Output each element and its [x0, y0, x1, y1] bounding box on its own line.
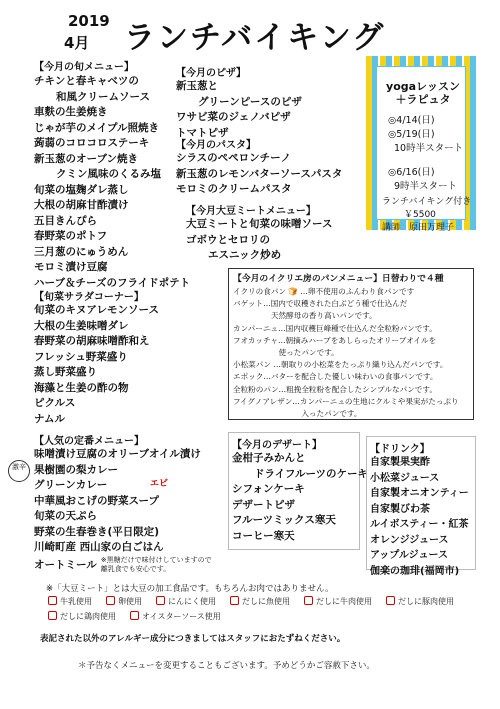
drinks-item: ルイボスティー・紅茶: [370, 519, 469, 530]
allergen-icon: [48, 611, 57, 620]
legend-item: [384, 596, 454, 607]
soy-item: 大豆ミートと旬菜の味噌ソース: [186, 218, 333, 230]
seasonal-item: 車麩の生姜焼き: [34, 106, 108, 118]
salad-item: フレッシュ野菜盛り: [34, 350, 128, 363]
month: 4月: [64, 34, 90, 52]
oatmeal-note: [101, 556, 212, 574]
yoga-time-2: 9時半スタート: [394, 181, 458, 192]
salad-list: [34, 303, 224, 427]
yoga-teacher: 講師 原田万理子: [382, 223, 455, 233]
allergen-icon: [48, 596, 57, 605]
bread-box: [228, 268, 474, 420]
bread-line: イクリの食パン 🍞 …卵不使用のふんわり食パンです: [233, 287, 415, 296]
spicy-badge-text: 激辛: [12, 463, 26, 471]
drinks-item: オレンジジュース: [370, 534, 449, 546]
yoga-lunch-info: [382, 196, 471, 235]
pizza-item: グリーンピースのピザ: [198, 95, 302, 108]
salad-item: ナムル: [34, 412, 65, 425]
pasta-list: [176, 151, 366, 198]
year: 2019: [68, 12, 110, 30]
salad-item: 海藻と生姜の酢の物: [34, 381, 129, 394]
oatmeal-note-2: 離乳食でも安心です。: [100, 564, 171, 573]
pizza-item: トマトピザ: [176, 126, 229, 139]
drinks-item: 伽楽の珈琲(福岡市): [370, 565, 460, 577]
legend-item: [154, 596, 216, 607]
salad-title: 【旬菜サラダコーナー】: [34, 292, 144, 303]
yoga-time-1: 10時半スタート: [394, 143, 464, 154]
ebi-label: エビ: [150, 479, 169, 489]
legend-item: [46, 611, 116, 622]
pasta-section: [176, 136, 366, 198]
allergen-icon: [304, 596, 313, 605]
allergen-icon: [106, 596, 115, 605]
drinks-item: 自家製オニオンティー: [370, 488, 469, 499]
bread-line: バゲット…国内で収穫された白ぶどう種で仕込んだ: [233, 299, 408, 309]
legend-item: [46, 596, 92, 607]
legend-text: だしに牛肉使用: [316, 597, 372, 606]
legend-item: [302, 596, 372, 607]
yoga-date-1: ◎4/14(日): [388, 115, 435, 126]
popular-list: [34, 447, 239, 556]
dessert-item: デザートピザ: [232, 498, 295, 511]
bread-list: [233, 286, 469, 420]
seasonal-item: チキンと春キャベツの: [34, 75, 139, 87]
oatmeal-note-1: ※黒糖だけで味付けしていますので: [100, 555, 212, 564]
seasonal-item: 三月葱のにゅうめん: [34, 245, 129, 258]
popular-item: 旬菜の天ぷら: [34, 510, 97, 522]
legend-item: [228, 596, 290, 607]
seasonal-item: 新玉葱のオーブン焼き: [34, 152, 139, 165]
drinks-list: [370, 455, 482, 579]
allergen-icon: [130, 611, 139, 620]
oatmeal-row: [34, 556, 239, 574]
yoga-title: [378, 80, 468, 106]
popular-item: グリーンカレー: [34, 479, 108, 491]
bread-line: 入ったパンです。: [233, 409, 362, 419]
soy-section: [186, 202, 366, 264]
salad-item: 春野菜の胡麻味噌酢和え: [34, 335, 150, 347]
bread-line: 使ったパンです。: [233, 348, 339, 358]
allergy-note: 表記された以外のアレルギー成分につきましてはスタッフにおたずねください。: [40, 634, 346, 644]
dessert-section: [232, 436, 369, 544]
dessert-title: 【今月のデザート】: [232, 440, 322, 451]
seasonal-item: クミン風味のくるみ塩: [56, 168, 161, 180]
allergen-icon: [156, 596, 165, 605]
yoga-price: ￥5500: [404, 210, 436, 220]
soy-item: ゴボウとセロリの: [186, 233, 270, 246]
dessert-list: [232, 451, 369, 544]
yoga-lunch: ランチバイキング付き: [382, 197, 472, 207]
legend-text: にんにく使用: [168, 597, 216, 606]
drinks-item: アップルジュース: [370, 550, 448, 561]
popular-item: 野菜の生春巻き(平日限定): [34, 525, 160, 538]
pizza-item: 新玉葱と: [176, 80, 218, 92]
bread-line: 天然酵母の香り高いパンです。: [233, 311, 377, 321]
soy-title: 【今月大豆ミートメニュー】: [186, 206, 316, 217]
salad-item: 大根の生姜味噌ダレ: [34, 319, 129, 332]
soy-list: [186, 217, 366, 264]
pasta-item: モロミのクリームパスタ: [176, 183, 292, 195]
soy-item: エスニック炒め: [208, 249, 282, 261]
dessert-item: フルーツミックス寒天: [232, 514, 336, 526]
soy-note: ※「大豆ミート」とは大豆の加工食品です。もちろんお肉ではありません。: [46, 584, 334, 594]
drinks-item: 自家製果実酢: [370, 457, 430, 468]
drinks-section: [370, 440, 482, 579]
bread-line: 小松菜パン …朝取りの小松菜をたっぷり織り込んだパンです。: [233, 360, 448, 370]
seasonal-item: モロミ漬け豆腐: [34, 261, 108, 273]
legend-list: [46, 596, 476, 622]
pizza-item: ワサビ菜のジェノバピザ: [176, 111, 291, 123]
allergen-icon: [230, 596, 239, 605]
yoga-title-line1: yogaレッスン: [386, 80, 460, 93]
bread-line: エポック…バターを配合した優しい味わいの食事パンです。: [233, 372, 438, 382]
legend-text: オイスターソース使用: [142, 612, 221, 621]
yoga-date-2: ◎5/19(日): [388, 129, 435, 140]
bread-line: カンパーニュ…国内収穫巨峰種で仕込んだ全粒粉パンです。: [233, 323, 437, 333]
popular-section: [34, 432, 239, 574]
salad-item: ピクルス: [34, 397, 76, 409]
spicy-badge: [8, 460, 30, 482]
seasonal-item: 和風クリームソース: [56, 90, 150, 103]
yoga-title-line2: ＋ラピュタ: [395, 93, 451, 106]
page-title: ランチバイキング: [124, 20, 386, 56]
popular-title: 【人気の定番メニュー】: [34, 436, 144, 447]
pizza-list: [176, 79, 366, 141]
seasonal-item: じゃが芋のメイプル照焼き: [34, 121, 160, 134]
dessert-item: シフォンケーキ: [232, 483, 305, 495]
legend-item: [104, 596, 142, 607]
seasonal-item: 蒟蒻のコロコロステーキ: [34, 137, 150, 149]
drinks-item: 自家製びわ茶: [370, 503, 430, 515]
pizza-title: 【今月のピザ】: [176, 68, 246, 79]
pasta-item: 新玉葱のレモンバターソースパスタ: [176, 167, 343, 180]
legend-item: [128, 611, 221, 622]
bread-title: 【今月のイクリエ房のパンメニュー】日替わりで４種: [233, 274, 444, 284]
bread-line: フイグノアレザン…カンパーニュの生地にクルミや果実がたっぷり: [233, 396, 459, 406]
legend-text: だしに豚肉使用: [398, 597, 454, 606]
dessert-item: コーヒー寒天: [232, 529, 295, 542]
seasonal-item: 大根の胡麻甘酢漬け: [34, 199, 129, 211]
header: [60, 10, 500, 56]
bread-line: 全粒粉のパン…粗挽全粒粉を配合したシンプルなパンです。: [233, 384, 437, 394]
pasta-item: シラスのペペロンチーノ: [176, 152, 291, 164]
legend-text: だしに魚使用: [242, 597, 290, 606]
drinks-title: 【ドリンク】: [370, 444, 430, 455]
dessert-item: ドライフルーツのケーキ: [254, 467, 369, 480]
allergen-legend: [46, 596, 476, 622]
popular-item: 中華風おこげの野菜スープ: [34, 494, 159, 507]
menu-change-note: ＊予告なくメニューを変更することもございます。予めどうかご容赦下さい。: [78, 661, 375, 671]
seasonal-item: ハーブ＆チーズのフライドポテト: [34, 276, 191, 289]
salad-section: [34, 288, 224, 427]
pasta-title: 【今月のパスタ】: [176, 140, 256, 151]
salad-item: 旬菜のキヌアレモンソース: [34, 304, 159, 316]
legend-text: 卵使用: [118, 597, 142, 606]
salad-item: 蒸し野菜盛り: [34, 366, 97, 378]
bread-line: フオカッチャ…朝摘みハーブをあしらったオリーブオイルを: [233, 335, 437, 345]
popular-item: 川崎町産 西山家の白ごはん: [34, 541, 164, 553]
oatmeal: オートミール: [34, 559, 97, 571]
legend-text: だしに鶏肉使用: [60, 612, 116, 621]
seasonal-item: 春野菜のポトフ: [34, 230, 108, 242]
legend-text: 牛乳使用: [60, 597, 92, 606]
yoga-date-3: ◎6/16(日): [388, 167, 435, 178]
pizza-section: [176, 64, 366, 141]
yoga-schedule: [388, 114, 463, 194]
allergen-icon: [386, 596, 395, 605]
popular-item: 果樹園の梨カレー: [34, 463, 118, 476]
seasonal-title: 【今月の旬メニュー】: [34, 62, 134, 73]
seasonal-item: 旬菜の塩麹ダレ蒸し: [34, 183, 129, 196]
seasonal-item: 五目きんぴら: [34, 214, 97, 227]
popular-item: 味噌漬け豆腐のオリーブオイル漬け: [34, 448, 201, 460]
drinks-item: 小松菜ジュース: [370, 472, 440, 484]
dessert-item: 金柑子みかんと: [232, 452, 306, 464]
